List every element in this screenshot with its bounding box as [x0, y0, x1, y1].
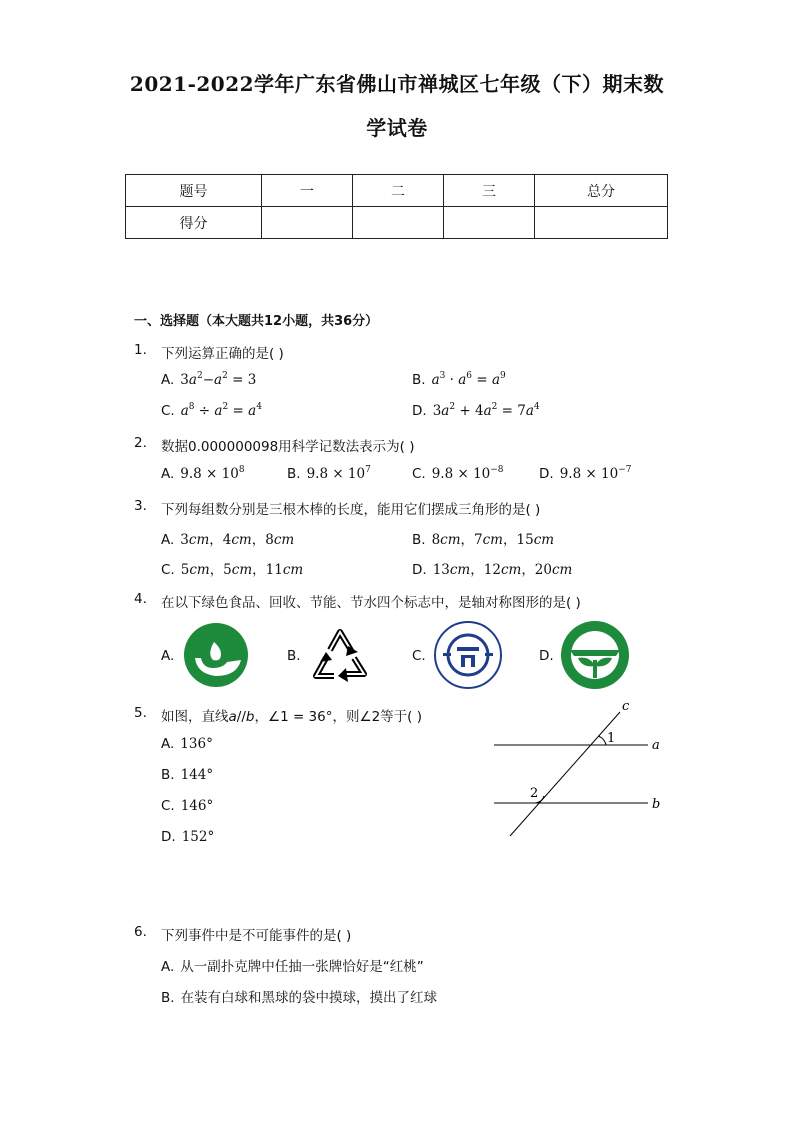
- question-text: 下列事件中是不可能事件的是( ): [161, 928, 352, 944]
- score-cell-total: 总分: [535, 175, 668, 207]
- question-number: 4.: [134, 591, 147, 607]
- question-text: 数据0.000000098用科学记数法表示为( ): [161, 439, 415, 455]
- score-input-cell[interactable]: [262, 207, 353, 239]
- option-b[interactable]: B. 144°: [161, 767, 214, 783]
- option-b[interactable]: B. 8cm，7cm，15cm: [412, 532, 555, 548]
- question-number: 5.: [134, 705, 147, 721]
- recycle-logo-icon: [308, 622, 374, 686]
- option-a[interactable]: A.: [161, 648, 175, 664]
- option-d[interactable]: D. $9.8 \times 10^{-7}$: [539, 465, 632, 482]
- option-a[interactable]: A. $3a^2-a^2 = 3$: [161, 371, 257, 388]
- option-d[interactable]: D. $3a^2 + 4a^2 = 7a^4$: [412, 402, 540, 419]
- score-table-header-row: [126, 175, 668, 207]
- question-text: 在以下绿色食品、回收、节能、节水四个标志中，是轴对称图形的是( ): [161, 595, 581, 611]
- option-b[interactable]: B. 在装有白球和黑球的袋中摸球，摸出了红球: [161, 990, 438, 1006]
- option-c[interactable]: C. 146°: [161, 798, 214, 814]
- score-input-cell[interactable]: [444, 207, 535, 239]
- option-b[interactable]: B.: [287, 648, 301, 664]
- score-input-cell[interactable]: [535, 207, 668, 239]
- score-input-cell[interactable]: [353, 207, 444, 239]
- page-title-line1: 2021-2022学年广东省佛山市禅城区七年级（下）期末数: [129, 72, 665, 96]
- option-d[interactable]: D.: [539, 648, 554, 664]
- parallel-lines-figure: [488, 698, 668, 844]
- question-text: 如图，直线a//b，∠1 = 36°，则∠2等于( ): [161, 709, 422, 725]
- question-number: 6.: [134, 924, 147, 940]
- line-c: [510, 712, 620, 836]
- label-angle-2: 2: [530, 786, 539, 801]
- option-a[interactable]: A. 从一副扑克牌中任抽一张牌恰好是“红桃”: [161, 959, 424, 975]
- option-c[interactable]: C. $a^8 \div a^2 = a^4$: [161, 402, 262, 419]
- question-number: 3.: [134, 498, 147, 514]
- label-b: b: [652, 797, 661, 812]
- option-a[interactable]: A. 3cm，4cm，8cm: [161, 532, 295, 548]
- page-title-line2: 学试卷: [366, 116, 428, 140]
- score-table-score-row: [126, 207, 668, 239]
- question-text: 下列每组数分别是三根木棒的长度，能用它们摆成三角形的是( ): [161, 502, 541, 518]
- score-cell-part2: 二: [353, 175, 444, 207]
- score-row-label: 得分: [126, 207, 262, 239]
- label-angle-1: 1: [607, 731, 616, 746]
- angle-1-arc: [598, 736, 606, 745]
- score-cell-part3: 三: [444, 175, 535, 207]
- energy-saving-logo-icon: [433, 620, 503, 690]
- question-number: 2.: [134, 435, 147, 451]
- green-food-logo-icon: [183, 622, 249, 688]
- score-table: [125, 174, 668, 239]
- option-b[interactable]: B. $a^3 \cdot a^6 = a^9$: [412, 371, 506, 388]
- water-saving-logo-icon: [560, 620, 630, 690]
- option-a[interactable]: A. $9.8 \times 10^8$: [161, 465, 245, 482]
- option-d[interactable]: D. 13cm，12cm，20cm: [412, 562, 573, 578]
- label-c: c: [622, 699, 630, 714]
- option-c[interactable]: C.: [412, 648, 426, 664]
- section-heading: 一、选择题（本大题共12小题，共36分）: [134, 314, 379, 329]
- score-cell-part1: 一: [262, 175, 353, 207]
- score-cell-label: 题号: [126, 175, 262, 207]
- option-d[interactable]: D. 152°: [161, 829, 215, 845]
- question-number: 1.: [134, 342, 147, 358]
- option-b[interactable]: B. $9.8 \times 10^7$: [287, 465, 371, 482]
- question-text: 下列运算正确的是( ): [161, 346, 284, 362]
- option-c[interactable]: C. $9.8 \times 10^{-8}$: [412, 465, 504, 482]
- option-c[interactable]: C. 5cm，5cm，11cm: [161, 562, 304, 578]
- option-a[interactable]: A. 136°: [161, 736, 213, 752]
- label-a: a: [652, 738, 660, 753]
